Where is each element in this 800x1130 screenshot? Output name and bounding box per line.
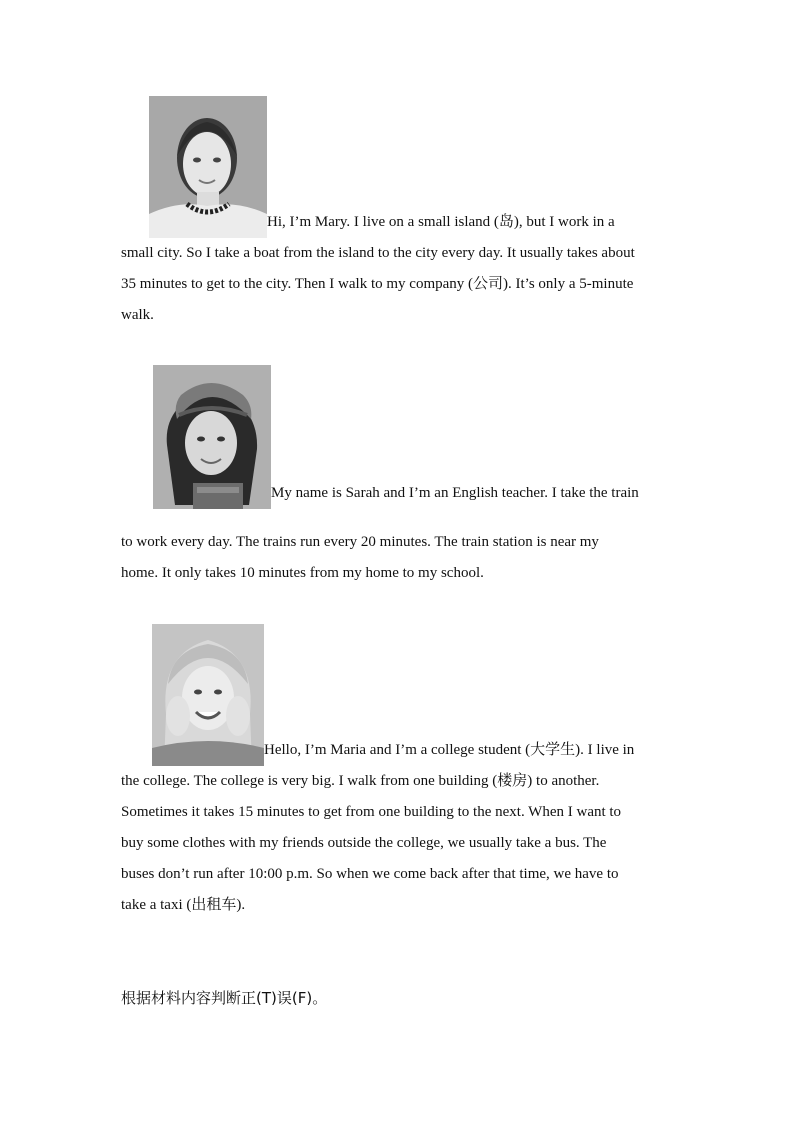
sarah-photo bbox=[153, 365, 271, 509]
girl-with-hat-portrait-photo bbox=[153, 365, 271, 509]
passage-mary-line-4: walk. bbox=[121, 307, 154, 323]
passage-sarah-line-2: to work every day. The trains run every 20 minutes. The train station is near my bbox=[121, 534, 599, 550]
passage-sarah bbox=[121, 365, 681, 589]
passage-mary-line-2: small city. So I take a boat from the island to the city every day. It usually takes about bbox=[121, 245, 635, 261]
passage-maria-line-6: take a taxi (出租车). bbox=[121, 897, 246, 913]
passage-maria-line-4: buy some clothes with my friends outside the college, we usually take a bus. The bbox=[121, 835, 607, 851]
passage-maria bbox=[121, 624, 681, 921]
passage-maria-line-1: Hello, I’m Maria and I’m a college student (大学生). I live in bbox=[264, 742, 635, 758]
smiling-girl-portrait-photo bbox=[152, 624, 264, 766]
girl-portrait-photo bbox=[149, 96, 267, 238]
instruction-text: 根据材料内容判断正(T)误(F)。 bbox=[121, 989, 328, 1007]
passage-mary bbox=[121, 96, 681, 331]
maria-photo bbox=[152, 624, 264, 766]
passage-maria-line-5: buses don’t run after 10:00 p.m. So when we come back after that time, we have to bbox=[121, 866, 619, 882]
passage-sarah-line-3: home. It only takes 10 minutes from my home to my school. bbox=[121, 565, 484, 581]
passage-mary-line-1: Hi, I’m Mary. I live on a small island (岛), but I work in a bbox=[267, 214, 615, 230]
passage-sarah-line-1: My name is Sarah and I’m an English teacher. I take the train bbox=[271, 485, 639, 501]
passage-mary-line-3: 35 minutes to get to the city. Then I walk to my company (公司). It’s only a 5-minute bbox=[121, 276, 634, 292]
passage-maria-line-3: Sometimes it takes 15 minutes to get from one building to the next. When I want to bbox=[121, 804, 622, 820]
mary-photo bbox=[149, 96, 267, 238]
passage-maria-line-2: the college. The college is very big. I walk from one building (楼房) to another. bbox=[121, 773, 600, 789]
